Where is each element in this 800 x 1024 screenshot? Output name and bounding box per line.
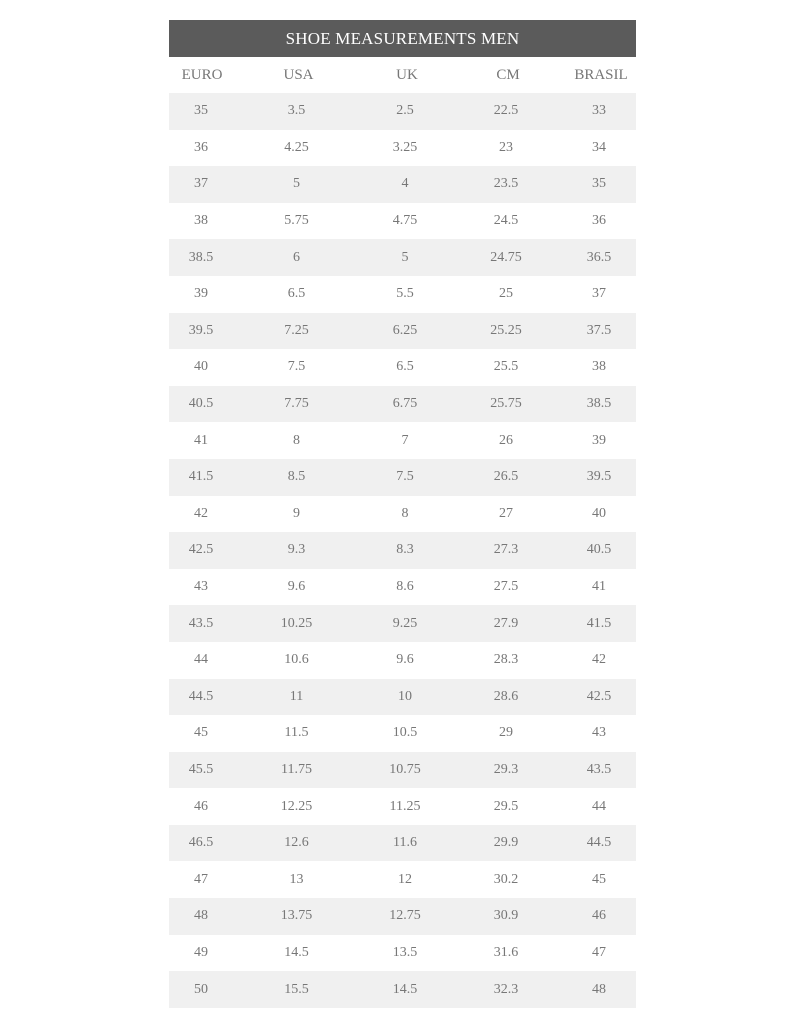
- cell-euro: 45: [194, 725, 208, 741]
- column-header-usa: USA: [283, 66, 314, 83]
- cell-euro: 39: [194, 286, 208, 302]
- cell-euro: 50: [194, 981, 208, 997]
- cell-euro: 38: [194, 213, 208, 229]
- cell-uk: 10.5: [392, 725, 418, 741]
- cell-uk: 4.75: [392, 213, 418, 229]
- cell-brasil: 35: [592, 176, 606, 192]
- table-row: [169, 496, 636, 533]
- cell-cm: 23.5: [493, 176, 519, 192]
- cell-uk: 14.5: [392, 981, 418, 997]
- cell-brasil: 41: [592, 579, 606, 595]
- cell-cm: 23: [499, 139, 513, 155]
- cell-euro: 49: [194, 944, 208, 960]
- table-row: [169, 642, 636, 679]
- cell-cm: 31.6: [493, 944, 519, 960]
- cell-euro: 35: [194, 103, 208, 119]
- cell-euro: 43.5: [188, 615, 214, 631]
- header-row: [169, 57, 636, 93]
- cell-cm: 29.3: [493, 761, 519, 777]
- cell-brasil: 38: [592, 359, 606, 375]
- chart-title: SHOE MEASUREMENTS MEN: [169, 20, 636, 57]
- cell-uk: 9.25: [392, 615, 418, 631]
- cell-brasil: 37: [592, 286, 606, 302]
- cell-uk: 6.5: [396, 359, 414, 375]
- cell-cm: 25.5: [493, 359, 519, 375]
- table-row: [169, 715, 636, 752]
- cell-usa: 12.25: [280, 798, 313, 814]
- cell-uk: 6.75: [392, 396, 418, 412]
- cell-euro: 37: [194, 176, 208, 192]
- cell-euro: 39.5: [188, 322, 214, 338]
- cell-cm: 30.9: [493, 908, 519, 924]
- cell-usa: 11.75: [281, 761, 312, 777]
- cell-brasil: 42: [592, 652, 606, 668]
- cell-euro: 40: [194, 359, 208, 375]
- cell-brasil: 36.5: [586, 249, 612, 265]
- cell-usa: 5: [293, 176, 300, 192]
- cell-uk: 8: [401, 505, 409, 521]
- cell-euro: 46: [194, 798, 208, 814]
- table-row: [169, 349, 636, 386]
- cell-uk: 2.5: [396, 103, 414, 119]
- cell-usa: 10.6: [284, 652, 309, 668]
- cell-brasil: 37.5: [586, 322, 612, 338]
- cell-usa: 6.5: [287, 286, 306, 302]
- cell-uk: 12.75: [389, 908, 421, 924]
- column-header-uk: UK: [396, 66, 418, 83]
- cell-uk: 7: [401, 432, 409, 448]
- cell-cm: 26.5: [493, 469, 519, 485]
- cell-uk: 4: [401, 176, 409, 192]
- cell-cm: 28.3: [493, 652, 519, 668]
- cell-cm: 28.6: [493, 688, 519, 704]
- cell-usa: 3.5: [287, 103, 306, 119]
- cell-euro: 46.5: [188, 835, 214, 851]
- cell-cm: 29.5: [493, 798, 519, 814]
- cell-euro: 42.5: [188, 542, 214, 558]
- table-row: [169, 386, 636, 423]
- table-row: [169, 679, 636, 716]
- table-row: [169, 605, 636, 642]
- cell-euro: 44.5: [188, 688, 214, 704]
- table-row: [169, 166, 636, 203]
- cell-brasil: 39.5: [586, 469, 612, 485]
- cell-usa: 13.75: [280, 908, 313, 924]
- table-row: [169, 130, 636, 167]
- cell-cm: 24.5: [493, 213, 519, 229]
- cell-uk: 12: [398, 871, 412, 887]
- cell-usa: 5.75: [284, 213, 309, 229]
- cell-cm: 29: [499, 725, 513, 741]
- cell-cm: 29.9: [493, 835, 519, 851]
- table-row: [169, 971, 636, 1008]
- cell-usa: 8: [293, 432, 300, 448]
- cell-euro: 43: [194, 579, 208, 595]
- cell-usa: 9: [293, 505, 300, 521]
- cell-uk: 6.25: [392, 322, 418, 338]
- cell-brasil: 33: [592, 103, 606, 119]
- cell-usa: 7.5: [287, 359, 306, 375]
- cell-brasil: 43: [592, 725, 606, 741]
- cell-uk: 8.6: [396, 579, 414, 595]
- cell-cm: 25: [499, 286, 513, 302]
- cell-brasil: 48: [592, 981, 606, 997]
- cell-usa: 6: [293, 249, 300, 265]
- table-row: [169, 569, 636, 606]
- cell-uk: 10: [398, 688, 412, 704]
- table-row: [169, 422, 636, 459]
- cell-uk: 13.5: [392, 944, 418, 960]
- cell-cm: 22.5: [493, 103, 519, 119]
- table-row: [169, 313, 636, 350]
- cell-brasil: 40: [592, 505, 606, 521]
- cell-euro: 42: [194, 505, 208, 521]
- cell-brasil: 45: [592, 871, 606, 887]
- cell-usa: 14.5: [284, 944, 309, 960]
- cell-usa: 9.3: [287, 542, 306, 558]
- cell-euro: 38.5: [188, 249, 214, 265]
- cell-usa: 7.25: [284, 322, 309, 338]
- cell-uk: 9.6: [396, 652, 414, 668]
- table-row: [169, 788, 636, 825]
- cell-brasil: 44.5: [586, 835, 612, 851]
- table-row: [169, 239, 636, 276]
- cell-euro: 41.5: [188, 469, 214, 485]
- cell-uk: 5: [401, 249, 409, 265]
- cell-usa: 8.5: [287, 469, 306, 485]
- cell-usa: 9.6: [287, 579, 306, 595]
- size-rows: [169, 93, 636, 1008]
- cell-cm: 27.9: [493, 615, 519, 631]
- size-chart-table: [169, 20, 636, 1008]
- cell-uk: 11.6: [393, 835, 417, 851]
- table-row: [169, 532, 636, 569]
- column-header-euro: EURO: [181, 66, 223, 83]
- cell-uk: 8.3: [396, 542, 414, 558]
- cell-brasil: 43.5: [586, 761, 612, 777]
- cell-usa: 10.25: [280, 615, 313, 631]
- cell-usa: 13: [289, 871, 304, 887]
- cell-brasil: 36: [592, 213, 606, 229]
- cell-cm: 25.75: [490, 396, 522, 412]
- cell-uk: 10.75: [389, 761, 421, 777]
- cell-uk: 5.5: [396, 286, 414, 302]
- cell-cm: 24.75: [490, 249, 522, 265]
- cell-cm: 30.2: [493, 871, 519, 887]
- table-row: [169, 752, 636, 789]
- table-row: [169, 93, 636, 130]
- cell-cm: 32.3: [493, 981, 519, 997]
- cell-euro: 36: [194, 139, 208, 155]
- table-row: [169, 898, 636, 935]
- cell-euro: 44: [194, 652, 208, 668]
- cell-uk: 7.5: [396, 469, 414, 485]
- cell-brasil: 42.5: [586, 688, 612, 704]
- table-row: [169, 861, 636, 898]
- table-row: [169, 459, 636, 496]
- table-row: [169, 203, 636, 240]
- table-row: [169, 935, 636, 972]
- cell-uk: 11.25: [389, 798, 421, 814]
- cell-uk: 3.25: [392, 139, 418, 155]
- cell-brasil: 46: [592, 908, 606, 924]
- cell-cm: 25.25: [490, 322, 522, 338]
- cell-cm: 27.3: [493, 542, 519, 558]
- cell-brasil: 38.5: [586, 396, 612, 412]
- cell-brasil: 40.5: [586, 542, 612, 558]
- table-row: [169, 276, 636, 313]
- cell-usa: 7.75: [284, 396, 309, 412]
- cell-euro: 47: [194, 871, 208, 887]
- cell-brasil: 39: [592, 432, 606, 448]
- cell-usa: 12.6: [284, 835, 309, 851]
- cell-usa: 11: [289, 688, 304, 704]
- cell-euro: 45.5: [188, 761, 214, 777]
- cell-euro: 40.5: [188, 396, 214, 412]
- cell-usa: 4.25: [284, 139, 309, 155]
- cell-euro: 41: [194, 432, 208, 448]
- column-header-brasil: BRASIL: [574, 66, 628, 83]
- cell-cm: 27.5: [493, 579, 519, 595]
- cell-cm: 26: [499, 432, 513, 448]
- table-row: [169, 825, 636, 862]
- cell-brasil: 41.5: [586, 615, 612, 631]
- cell-usa: 15.5: [284, 981, 309, 997]
- cell-brasil: 47: [592, 944, 606, 960]
- cell-euro: 48: [194, 908, 208, 924]
- cell-brasil: 34: [592, 139, 606, 155]
- column-header-cm: CM: [496, 66, 520, 83]
- cell-cm: 27: [499, 505, 513, 521]
- cell-usa: 11.5: [284, 725, 309, 741]
- cell-brasil: 44: [592, 798, 606, 814]
